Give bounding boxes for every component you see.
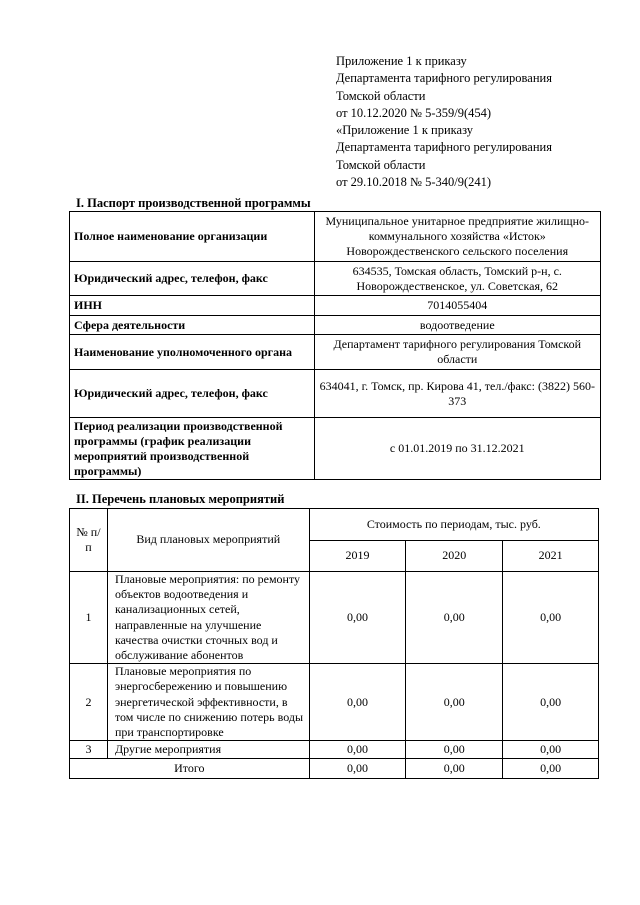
table-row bbox=[70, 572, 599, 664]
row-value: 634041, г. Томск, пр. Кирова 41, тел./факс: (3822) 560-373 bbox=[314, 370, 600, 418]
row-label: ИНН bbox=[70, 296, 315, 316]
header-line: Приложение 1 к приказу bbox=[336, 54, 467, 68]
total-label: Итого bbox=[70, 759, 310, 779]
row-value: с 01.01.2019 по 31.12.2021 bbox=[314, 418, 600, 480]
section1-title: I. Паспорт производственной программы bbox=[76, 196, 311, 210]
row-label: Юридический адрес, телефон, факс bbox=[70, 370, 315, 418]
total-value: 0,00 bbox=[503, 759, 599, 779]
cost-header: Стоимость по периодам, тыс. руб. bbox=[309, 509, 598, 541]
header-line: «Приложение 1 к приказу bbox=[336, 123, 474, 138]
table-row bbox=[70, 262, 601, 296]
header-line: Департамента тарифного регулирования bbox=[336, 140, 552, 155]
row-label: Юридический адрес, телефон, факс bbox=[70, 262, 315, 296]
row-label: Полное наименование организации bbox=[70, 212, 315, 262]
table-row bbox=[70, 741, 599, 759]
row-value: Департамент тарифного регулирования Томской области bbox=[314, 335, 600, 370]
row-value: 0,00 bbox=[406, 741, 503, 759]
row-label: Сфера деятельности bbox=[70, 316, 315, 335]
row-num: 1 bbox=[70, 572, 108, 664]
year-header: 2021 bbox=[503, 541, 599, 572]
name-header: Вид плановых мероприятий bbox=[107, 509, 309, 572]
table-header-row bbox=[70, 509, 599, 541]
plan-table bbox=[69, 508, 599, 779]
row-value: 634535, Томская область, Томский р-н, с. Новорождественское, ул. Советская, 62 bbox=[314, 262, 600, 296]
row-value: 0,00 bbox=[309, 741, 406, 759]
table-row bbox=[70, 296, 601, 316]
row-value: водоотведение bbox=[314, 316, 600, 335]
total-value: 0,00 bbox=[406, 759, 503, 779]
table-row bbox=[70, 664, 599, 741]
row-name: Плановые мероприятия по энергосбережению и повышению энергетической эффективности, в том числе по снижению потерь воды при транспортировке bbox=[107, 664, 309, 741]
table-row bbox=[70, 370, 601, 418]
year-header: 2019 bbox=[309, 541, 406, 572]
row-num: 2 bbox=[70, 664, 108, 741]
section2-title: II. Перечень плановых мероприятий bbox=[76, 492, 285, 506]
row-label: Период реализации производственной программы (график реализации мероприятий производственной программы) bbox=[70, 418, 315, 480]
table-row bbox=[70, 335, 601, 370]
row-value: 0,00 bbox=[503, 572, 599, 664]
num-header: № п/п bbox=[70, 509, 108, 572]
header-line: Томской области bbox=[336, 88, 426, 103]
row-value: 0,00 bbox=[503, 741, 599, 759]
row-value: 0,00 bbox=[309, 664, 406, 741]
total-row bbox=[70, 759, 599, 779]
row-value: Муниципальное унитарное предприятие жилищно-коммунального хозяйства «Исток» Новорождественского сельского поселения bbox=[314, 212, 600, 262]
row-name: Плановые мероприятия: по ремонту объектов водоотведения и канализационных сетей, направленные на улучшение качества очистки сточных вод и обслуживание абонентов bbox=[107, 572, 309, 664]
row-value: 0,00 bbox=[309, 572, 406, 664]
header-line: Томской области bbox=[336, 157, 426, 172]
row-value: 0,00 bbox=[503, 664, 599, 741]
year-header: 2020 bbox=[406, 541, 503, 572]
header-line: Департамента тарифного регулирования bbox=[336, 71, 552, 86]
header-line: от 29.10.2018 № 5-340/9(241) bbox=[336, 175, 492, 190]
order-header bbox=[336, 53, 552, 191]
table-row bbox=[70, 212, 601, 262]
row-name: Другие мероприятия bbox=[107, 741, 309, 759]
row-value: 7014055404 bbox=[314, 296, 600, 316]
row-label: Наименование уполномоченного органа bbox=[70, 335, 315, 370]
passport-table bbox=[69, 211, 601, 480]
row-value: 0,00 bbox=[406, 664, 503, 741]
row-num: 3 bbox=[70, 741, 108, 759]
header-line: от 10.12.2020 № 5-359/9(454) bbox=[336, 105, 492, 120]
table-row bbox=[70, 418, 601, 480]
table-row bbox=[70, 316, 601, 335]
row-value: 0,00 bbox=[406, 572, 503, 664]
total-value: 0,00 bbox=[309, 759, 406, 779]
